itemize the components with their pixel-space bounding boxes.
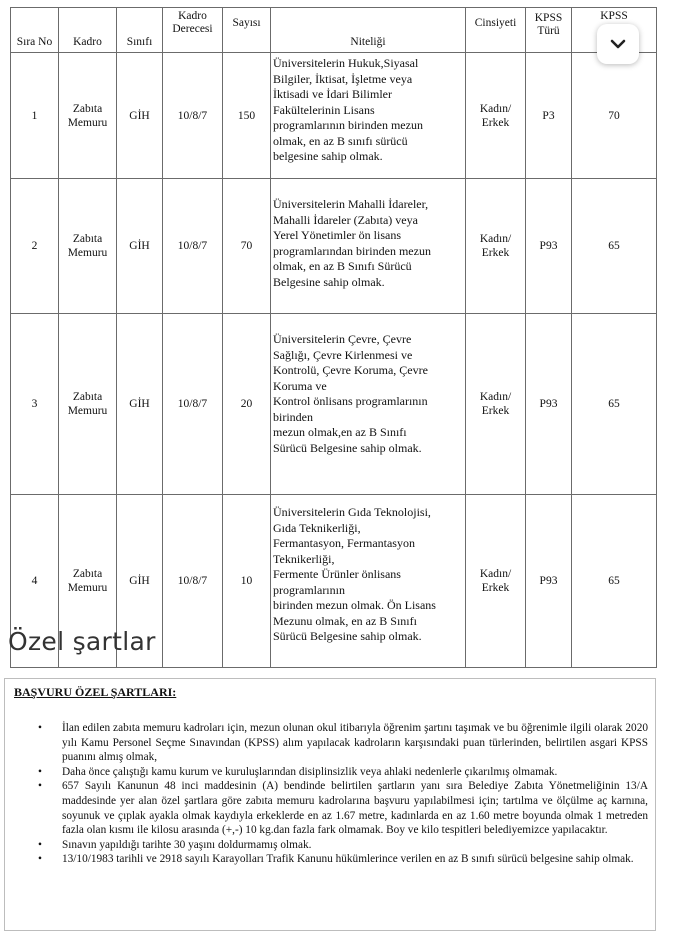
cell-niteligi xyxy=(271,53,466,179)
nitelik-line: programlarının xyxy=(273,582,345,597)
cell-niteligi xyxy=(271,495,466,668)
kadro-table xyxy=(10,7,657,668)
bullet-icon: • xyxy=(38,780,42,793)
nitelik-line: Mezunu olmak, en az B Sınıfı xyxy=(273,613,417,628)
cell-cinsiyeti-line1: Kadın/ xyxy=(479,102,512,115)
nitelik-line: Fermente Ürünler önlisans xyxy=(273,567,401,581)
cell-sinifi: GİH xyxy=(117,495,163,668)
cell-kadro-derecesi: 10/8/7 xyxy=(163,179,223,314)
list-item-text: 657 Sayılı Kanunun 48 inci maddesinin (A) bendinde belirtilen şartların yanı sıra Belediye Zabıta Yönetmeliğinin 13/A maddesinde yer alan özel şartlara göre zabıta memuru kadrolarına başvuru yapılabilmesi için; tartılma ve ölçülme aç karnına, soyunuk ve çıplak ayakla olmak kaydıyla erkeklerde en az 1.67 metre, kadınlarda en az 1.60 metre boyunda olmak 1 metreden fazla olan kısmı ile kilosu arasında (+,-) 10 kg.dan fazla fark olmamak. Boy ve kilo tespitleri belediyemizce yapılacaktır. xyxy=(62,780,648,837)
nitelik-line: olmak, en az B sınıfı sürücü xyxy=(273,133,408,148)
cell-kadro-line2: Memuru xyxy=(67,116,108,129)
cell-kpss-turu: P93 xyxy=(526,179,572,314)
cell-cinsiyeti xyxy=(466,495,526,668)
nitelik-line: Gıda Teknikerliği, xyxy=(273,520,361,535)
cell-sayisi: 20 xyxy=(223,314,271,495)
conditions-list xyxy=(38,721,648,867)
nitelik-line: olmak, en az B Sınıfı Sürücü xyxy=(273,259,412,273)
cell-cinsiyeti-line2: Erkek xyxy=(481,405,510,417)
table-row xyxy=(11,314,657,495)
table-row xyxy=(11,179,657,314)
header-sayisi: Sayısı xyxy=(223,8,271,53)
cell-sinifi: GİH xyxy=(117,179,163,314)
nitelik-line: Sağlığı, Çevre Kirlenmesi ve xyxy=(273,347,413,362)
bullet-icon: • xyxy=(38,765,42,778)
cell-kpss-puani: 65 xyxy=(572,495,657,668)
header-niteligi: Niteliği xyxy=(271,8,466,53)
list-item xyxy=(38,721,648,765)
nitelik-line: Teknikerliği, xyxy=(273,551,335,566)
header-kpss-turu xyxy=(526,8,572,53)
nitelik-line: Üniversitelerin Çevre, Çevre xyxy=(273,332,412,346)
header-kadro-derecesi-line1: Kadro xyxy=(178,10,207,22)
cell-kadro-line2: Memuru xyxy=(67,405,108,417)
cell-kadro-derecesi: 10/8/7 xyxy=(163,53,223,179)
box-title: BAŞVURU ÖZEL ŞARTLARI: xyxy=(14,685,177,699)
list-item xyxy=(38,779,648,837)
cell-kadro-line2: Memuru xyxy=(67,582,108,594)
cell-sira-no: 4 xyxy=(11,495,59,668)
cell-cinsiyeti xyxy=(466,53,526,179)
cell-cinsiyeti-line1: Kadın/ xyxy=(479,391,512,403)
cell-kadro xyxy=(59,53,117,179)
bullet-icon: • xyxy=(38,722,42,734)
nitelik-line: birinden mezun olmak. Ön Lisans xyxy=(273,598,436,612)
cell-kpss-turu: P3 xyxy=(526,53,572,179)
cell-kadro-line1: Zabıta xyxy=(72,233,103,245)
cell-kadro-derecesi: 10/8/7 xyxy=(163,314,223,495)
nitelik-line: Sürücü Belgesine sahip olmak. xyxy=(273,629,422,643)
list-item xyxy=(38,838,648,853)
cell-cinsiyeti-line2: Erkek xyxy=(481,116,510,129)
nitelik-line: Mahalli İdareler (Zabıta) veya xyxy=(273,212,418,227)
nitelik-line: Fakültelerinin Lisans xyxy=(273,102,375,117)
cell-kadro-derecesi: 10/8/7 xyxy=(163,495,223,668)
cell-cinsiyeti-line1: Kadın/ xyxy=(479,568,512,580)
cell-kpss-puani: 70 xyxy=(572,53,657,179)
nitelik-line: Fermantasyon, Fermantasyon xyxy=(273,536,415,550)
cell-sayisi: 70 xyxy=(223,179,271,314)
nitelik-line: programlarından birinden mezun xyxy=(273,243,431,258)
cell-cinsiyeti-line1: Kadın/ xyxy=(479,233,512,245)
nitelik-line: Kontrolü, Çevre Koruma, Çevre xyxy=(273,363,428,377)
cell-kadro xyxy=(59,314,117,495)
cell-sira-no: 3 xyxy=(11,314,59,495)
header-kpss-puani-line1: KPSS xyxy=(600,10,628,22)
cell-cinsiyeti-line2: Erkek xyxy=(481,582,510,594)
nitelik-line: birinden xyxy=(273,409,313,424)
nitelik-line: Bilgiler, İktisat, İşletme veya xyxy=(273,71,413,86)
nitelik-line: Sürücü Belgesine sahip olmak. xyxy=(273,440,422,455)
bullet-icon: • xyxy=(38,838,42,851)
header-sira-no: Sıra No xyxy=(11,8,59,53)
nitelik-line: Belgesine sahip olmak. xyxy=(273,274,385,289)
cell-cinsiyeti xyxy=(466,314,526,495)
list-item-text: Sınavın yapıldığı tarihte 30 yaşını doldurmamış olmak. xyxy=(62,838,312,851)
cell-kadro-line1: Zabıta xyxy=(72,102,103,115)
nitelik-line: Koruma ve xyxy=(273,378,327,393)
chevron-down-icon xyxy=(610,39,626,49)
table-header-row xyxy=(11,8,657,53)
list-item-text: İlan edilen zabıta memuru kadroları için, mezun olunan okul itibarıyla öğrenim şartını taşımak ve bu öğrenimle ilgili olarak 2020 yılı Kamu Personel Seçme Sınavından (KPSS) alım yapılacak kadroların karşısındaki puan türlerinden, belirtilen asgari KPSS puanını almış olmak, xyxy=(62,722,648,764)
cell-cinsiyeti xyxy=(466,179,526,314)
cell-kadro xyxy=(59,179,117,314)
section-heading: Özel şartlar xyxy=(8,627,156,656)
cell-kpss-turu: P93 xyxy=(526,314,572,495)
cell-sira-no: 1 xyxy=(11,53,59,179)
cell-cinsiyeti-line2: Erkek xyxy=(481,247,510,259)
cell-kadro-line1: Zabıta xyxy=(72,568,103,580)
nitelik-line: belgesine sahip olmak. xyxy=(273,149,383,163)
nitelik-line: mezun olmak,en az B Sınıfı xyxy=(273,425,407,439)
cell-kpss-turu: P93 xyxy=(526,495,572,668)
list-item xyxy=(38,765,648,780)
cell-kadro-line1: Zabıta xyxy=(72,391,103,403)
cell-kpss-puani: 65 xyxy=(572,314,657,495)
cell-kpss-puani: 65 xyxy=(572,179,657,314)
nitelik-line: Üniversitelerin Gıda Teknolojisi, xyxy=(273,505,431,519)
bullet-icon: • xyxy=(38,853,42,866)
nitelik-line: Üniversitelerin Hukuk,Siyasal xyxy=(273,56,419,70)
cell-sira-no: 2 xyxy=(11,179,59,314)
nitelik-line: Üniversitelerin Mahalli İdareler, xyxy=(273,197,429,211)
nitelik-line: Kontrol önlisans programlarının xyxy=(273,394,428,408)
list-item xyxy=(38,852,648,867)
cell-sinifi: GİH xyxy=(117,53,163,179)
cell-sinifi: GİH xyxy=(117,314,163,495)
header-kadro: Kadro xyxy=(59,8,117,53)
cell-sayisi: 10 xyxy=(223,495,271,668)
cell-niteligi xyxy=(271,314,466,495)
header-cinsiyeti: Cinsiyeti xyxy=(466,8,526,53)
nitelik-line: Yerel Yönetimler ön lisans xyxy=(273,228,401,242)
nitelik-line: İktisadi ve İdari Bilimler xyxy=(273,87,392,101)
list-item-text: 13/10/1983 tarihli ve 2918 sayılı Karayolları Trafik Kanunu hükümlerince verilen en az B sınıfı sürücü belgesine sahip olmak. xyxy=(62,853,634,866)
cell-niteligi xyxy=(271,179,466,314)
header-kpss-turu-line1: KPSS xyxy=(534,12,563,24)
list-item-text: Daha önce çalıştığı kamu kurum ve kuruluşlarından disiplinsizlik veya ahlaki nedenlerle çıkarılmış olmamak. xyxy=(62,765,558,778)
nitelik-line: programlarının birinden mezun xyxy=(273,118,423,132)
special-conditions-box xyxy=(4,678,656,931)
table-row xyxy=(11,53,657,179)
cell-sayisi: 150 xyxy=(223,53,271,179)
cell-kadro-line2: Memuru xyxy=(67,247,108,259)
header-kadro-derecesi xyxy=(163,8,223,53)
header-sinifi: Sınıfı xyxy=(117,8,163,53)
scroll-down-button[interactable] xyxy=(597,24,639,64)
header-kpss-turu-line2: Türü xyxy=(537,25,560,37)
header-kadro-derecesi-line2: Derecesi xyxy=(172,23,213,35)
